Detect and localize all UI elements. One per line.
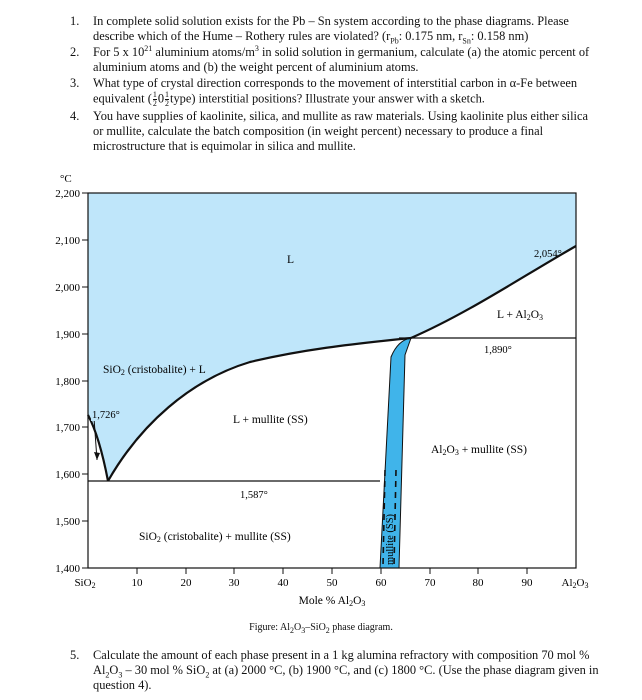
y-unit-label: °C xyxy=(60,173,72,185)
region-label-alumina-liquid: L + Al2O3 xyxy=(497,309,544,322)
region-label-alumina-mullite: Al2O3 + mullite (SS) xyxy=(431,444,527,457)
y-tick-label: 2,100 xyxy=(55,235,80,247)
x-axis-title: Mole % Al2O3 xyxy=(298,595,366,608)
question-number: 4. xyxy=(70,109,80,123)
question-number: 1. xyxy=(70,14,80,28)
annotation-1726: 1,726° xyxy=(92,410,120,421)
y-tick-label: 1,400 xyxy=(55,563,80,575)
x-tick-label: 50 xyxy=(326,577,338,589)
x-left-label: SiO2 xyxy=(74,577,96,590)
question-number: 5. xyxy=(70,648,80,662)
question-number: 2. xyxy=(70,45,80,59)
region-label-mullite-liquid: L + mullite (SS) xyxy=(233,414,308,426)
x-tick-label: 60 xyxy=(375,577,387,589)
pointer-arrowhead xyxy=(94,452,100,460)
x-tick-label: 40 xyxy=(277,577,289,589)
question-4: 4. You have supplies of kaolinite, silica, and mullite as raw materials. Using kaolinite plus either silica or mullite, calculate the batch composition (in weight percent) necessary to produce a final microstructure that is equimolar in silica and mullite. xyxy=(70,109,588,153)
y-tick-label: 1,700 xyxy=(55,422,80,434)
x-right-label: Al2O3 xyxy=(561,577,589,590)
annotation-2054: 2,054° xyxy=(534,249,562,260)
annotation-1890: 1,890° xyxy=(484,345,512,356)
x-tick-label: 80 xyxy=(472,577,484,589)
x-tick-labels xyxy=(132,577,534,589)
question-2: 2. For 5 x $10^{21}$ aluminium atoms/$m^3$ in solid solution in germanium, calculate (a) the atomic percent of aluminium atoms and (b) the weight percent of aluminium atoms. xyxy=(70,43,590,74)
figure-caption: Figure: $Al_2O_3-SiO_2$ phase diagram. xyxy=(249,622,393,635)
question-3: 3. What type of crystal direction corresponds to the movement of interstitial carbon in α-Fe between equivalent ( $\frac{1}{2}$ 0 $\frac{1}{2}$ type) interstitial positions? Illustrate your answer with a sketch. xyxy=(70,76,578,108)
region-label-cristobalite-mullite: SiO2 (cristobalite) + mullite (SS) xyxy=(139,531,291,544)
y-tick-label: 1,800 xyxy=(55,376,80,388)
y-tick-label: 1,500 xyxy=(55,516,80,528)
y-tick-label: 1,900 xyxy=(55,329,80,341)
region-label-mullite-ss: mullite (SS) xyxy=(385,513,396,565)
y-ticks xyxy=(82,193,88,568)
y-tick-label: 1,600 xyxy=(55,469,80,481)
x-ticks xyxy=(137,568,527,574)
fraction: $\frac{1}{2}$ xyxy=(165,90,170,108)
x-tick-label: 20 xyxy=(180,577,192,589)
x-tick-label: 30 xyxy=(228,577,240,589)
question-number: 3. xyxy=(70,76,80,90)
x-tick-label: 90 xyxy=(521,577,533,589)
question-1: 1. In complete solid solution exists for the Pb – Sn system according to the phase diagrams. Please describe which of the Hume – Rothery rules are violated? ($r_{Pb}$: 0.175 nm, $r_{Sn}$: 0.158 nm) xyxy=(70,14,569,46)
liquid-region xyxy=(88,193,576,481)
y-tick-labels xyxy=(55,188,80,575)
y-tick-label: 2,000 xyxy=(55,282,80,294)
x-tick-label: 70 xyxy=(424,577,436,589)
fraction: $\frac{1}{2}$ xyxy=(152,90,157,108)
y-tick-label: 2,200 xyxy=(55,188,80,200)
annotation-1587: 1,587° xyxy=(240,490,268,501)
region-label-cristobalite-liquid: SiO2 (cristobalite) + L xyxy=(103,364,206,377)
question-5: 5. Calculate the amount of each phase present in a 1 kg alumina refractory with composition 70 mol % $Al_2O_3 - 30$ mol % SiO$_2$ at (a) 2000 °C, (b) 1900 °C, and (c) 1800 °C. (Use the phase diagram given in question 4). xyxy=(70,648,599,692)
x-tick-label: 10 xyxy=(131,577,143,589)
region-label-liquid: L xyxy=(287,254,295,266)
